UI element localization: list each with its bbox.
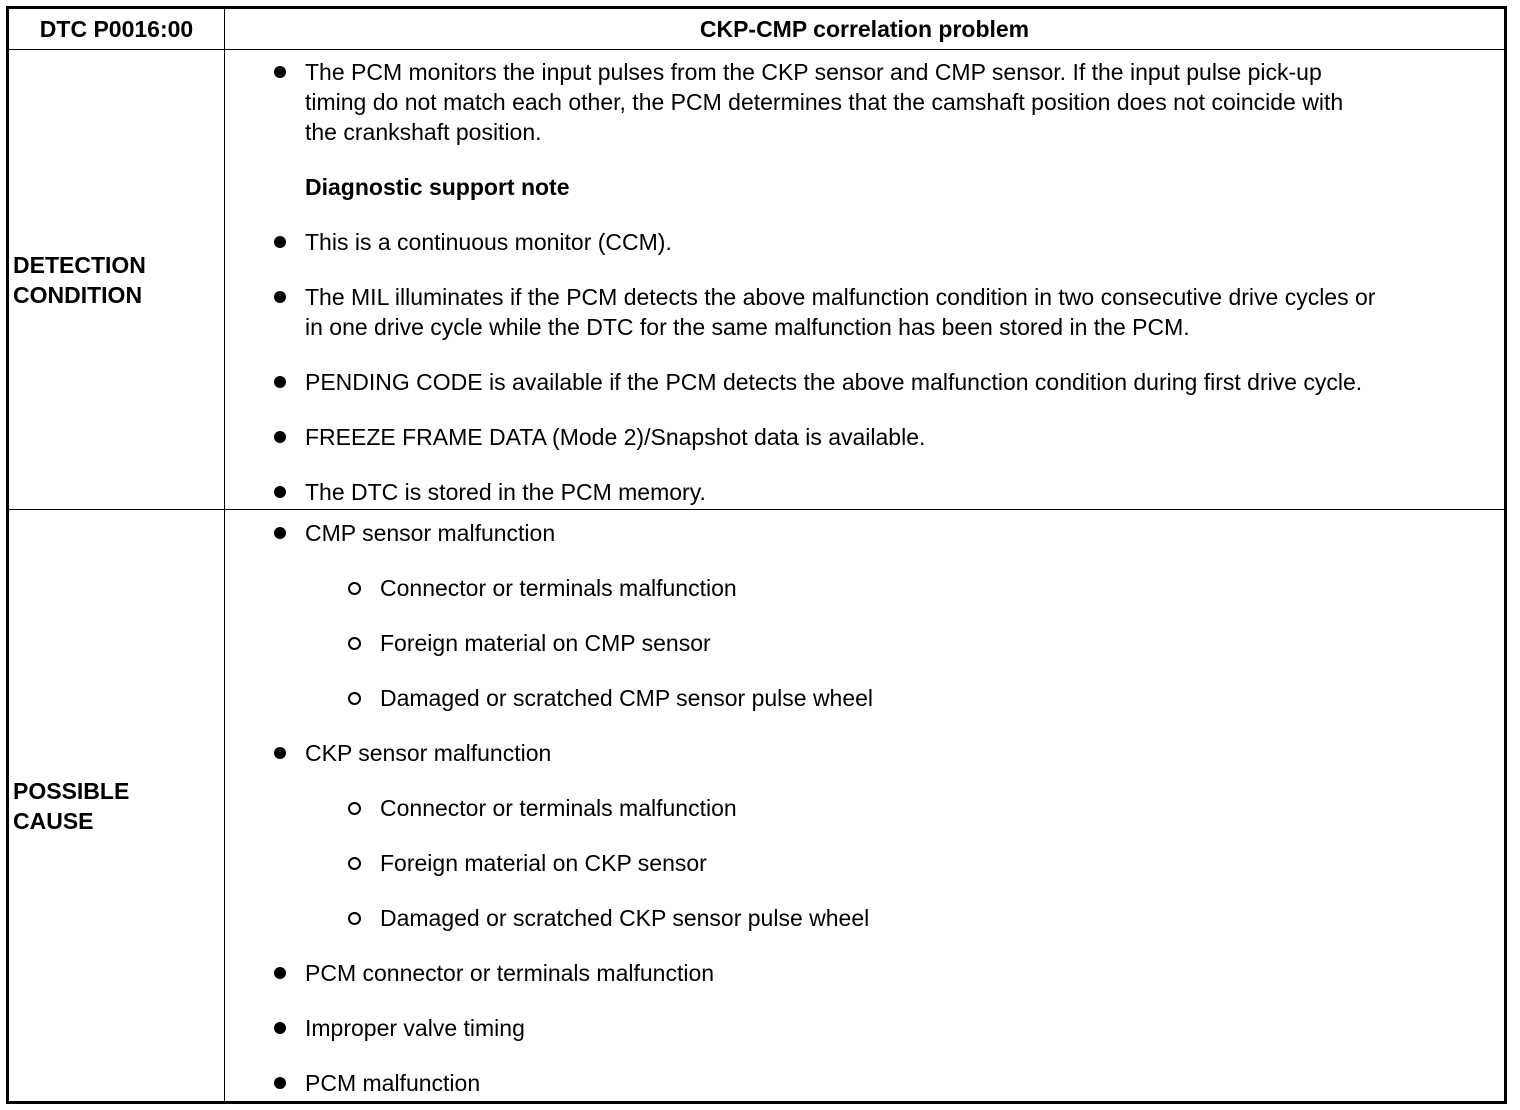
cause-ckp-sub3: Damaged or scratched CKP sensor pulse wheel	[380, 905, 870, 931]
cause-valve-timing: Improper valve timing	[305, 1015, 525, 1041]
sub-bullet-icon	[348, 912, 361, 925]
bullet-icon	[274, 747, 286, 759]
cause-label-line2: CAUSE	[13, 807, 94, 834]
cause-ckp-sub1: Connector or terminals malfunction	[380, 795, 737, 821]
bullet-icon	[274, 1022, 286, 1034]
bullet-icon	[274, 291, 286, 303]
possible-cause-label	[8, 510, 225, 1103]
bullet-icon	[274, 527, 286, 539]
detection-item2: This is a continuous monitor (CCM).	[305, 229, 672, 255]
detection-label-line1: DETECTION	[13, 251, 146, 278]
header-row	[8, 8, 1506, 50]
cause-pcm: PCM malfunction	[305, 1070, 481, 1096]
detection-item1-line2: timing do not match each other, the PCM determines that the camshaft position does not coincide with	[305, 89, 1344, 115]
dtc-title: CKP-CMP correlation problem	[225, 8, 1506, 50]
bullet-icon	[274, 66, 286, 78]
detection-item4: PENDING CODE is available if the PCM detects the above malfunction condition during first drive cycle.	[305, 369, 1363, 395]
cause-label-line1: POSSIBLE	[13, 777, 130, 804]
cause-ckp-sub2: Foreign material on CKP sensor	[380, 850, 707, 876]
bullet-icon	[274, 236, 286, 248]
bullet-icon	[274, 486, 286, 498]
detection-item6: The DTC is stored in the PCM memory.	[305, 479, 706, 505]
sub-bullet-icon	[348, 802, 361, 815]
diagnostic-support-note-heading: Diagnostic support note	[305, 174, 570, 200]
sub-bullet-icon	[348, 692, 361, 705]
detection-label-line2: CONDITION	[13, 281, 143, 308]
detection-item1-line1: The PCM monitors the input pulses from the CKP sensor and CMP sensor. If the input pulse pick-up	[305, 59, 1322, 85]
sub-bullet-icon	[348, 637, 361, 650]
bullet-icon	[274, 1077, 286, 1089]
detection-item5: FREEZE FRAME DATA (Mode 2)/Snapshot data is available.	[305, 424, 926, 450]
detection-item1-line3: the crankshaft position.	[305, 119, 542, 145]
detection-item3-line1: The MIL illuminates if the PCM detects the above malfunction condition in two consecutive drive cycles or	[305, 284, 1376, 310]
cause-cmp: CMP sensor malfunction	[305, 520, 556, 546]
cause-ckp: CKP sensor malfunction	[305, 740, 552, 766]
cause-cmp-sub2: Foreign material on CMP sensor	[380, 630, 711, 656]
cause-pcm-connector: PCM connector or terminals malfunction	[305, 960, 715, 986]
bullet-icon	[274, 967, 286, 979]
detection-condition-row	[8, 50, 1506, 510]
bullet-icon	[274, 376, 286, 388]
detection-condition-label	[8, 50, 225, 510]
sub-bullet-icon	[348, 857, 361, 870]
detection-condition-content	[225, 50, 1506, 510]
possible-cause-row	[8, 510, 1506, 1103]
dtc-code: DTC P0016:00	[8, 8, 225, 50]
dtc-table	[6, 6, 1507, 1104]
detection-item3-line2: in one drive cycle while the DTC for the same malfunction has been stored in the PCM.	[305, 314, 1190, 340]
bullet-icon	[274, 431, 286, 443]
possible-cause-content	[225, 510, 1506, 1103]
cause-cmp-sub3: Damaged or scratched CMP sensor pulse wheel	[380, 685, 874, 711]
cause-cmp-sub1: Connector or terminals malfunction	[380, 575, 737, 601]
sub-bullet-icon	[348, 582, 361, 595]
